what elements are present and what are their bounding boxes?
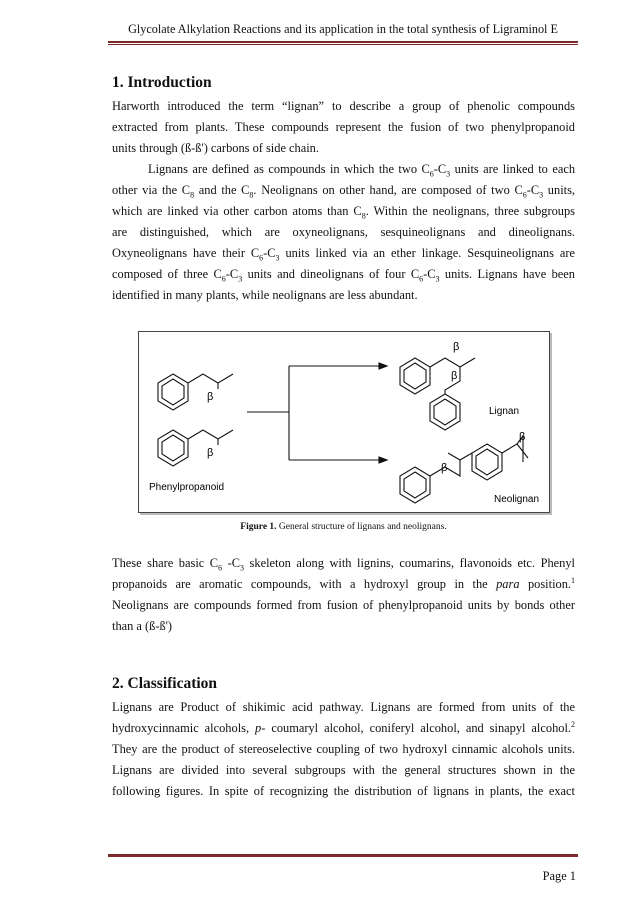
text-line: Oxyneolignans have their $C_6-C_3$ units linked via an ether linkage. Sesquineolignans are xyxy=(112,246,575,263)
text-line: Lignans are divided into several subgroups with the general structures shown in the xyxy=(112,763,575,777)
text-line: which are linked via other carbon atoms than $C_8$. Within the neolignans, three subgroups xyxy=(112,204,575,221)
benzene-ring-icon xyxy=(430,394,460,430)
text-line: hydroxycinnamic alcohols, p- coumaryl alcohol, coniferyl alcohol, and sinapyl alcohol.$^2$ xyxy=(112,719,575,735)
figure-1 xyxy=(138,331,550,513)
beta-label: β xyxy=(207,391,214,403)
beta-label: β xyxy=(451,370,458,382)
benzene-ring-icon xyxy=(158,430,188,466)
intro-paragraph-2 xyxy=(112,159,575,306)
intro-paragraph-3 xyxy=(112,553,575,637)
running-header: Glycolate Alkylation Reactions and its application in the total synthesis of Ligraminol E xyxy=(128,22,558,36)
benzene-ring-icon xyxy=(400,467,430,503)
text-line: Lignans are Product of shikimic acid pathway. Lignans are formed from units of the xyxy=(112,700,575,714)
text-line: composed of three $C_6-C_3$ units and dineolignans of four $C_6-C_3$ units. Lignans have been xyxy=(112,267,576,284)
benzene-ring-icon xyxy=(400,358,430,394)
text-line: They are the product of stereoselective coupling of two hydroxyl cinnamic alcohols units. xyxy=(112,742,575,756)
text-line: are distinguished, which are oxyneolignans, sesquineolignans and dineolignans. xyxy=(112,225,575,239)
text-line: other via the $C_8$ and the $C_8$. Neolignans on other hand, are composed of two $C_6-C_3$ units, xyxy=(112,183,575,200)
text-line: Neolignans are compounds formed from fusion of phenylpropanoid units by bonds other xyxy=(112,598,575,612)
neolignan-label: Neolignan xyxy=(494,494,540,505)
text-line: Harworth introduced the term “lignan” to describe a group of phenolic compounds xyxy=(112,99,575,113)
text-line: identified in many plants, while neolignans are less abundant. xyxy=(112,288,418,302)
intro-paragraph-1 xyxy=(112,96,575,159)
header-rule xyxy=(108,41,578,45)
page-number: Page 1 xyxy=(542,869,576,883)
benzene-ring-icon xyxy=(158,374,188,410)
beta-label: β xyxy=(519,431,526,443)
text-line: Lignans are defined as compounds in which the two $C_6-C_3$ units are linked to each xyxy=(148,162,576,179)
text-line: propanoids are aromatic compounds, with a hydroxyl group in the para position.$^1$ xyxy=(112,575,575,591)
text-line: These share basic $C_6$ $-C_3$ skeleton along with lignins, coumarins, flavonoids etc. Phenyl xyxy=(112,556,575,573)
text-line: extracted from plants. These compounds represent the fusion of two phenylpropanoid xyxy=(112,120,575,134)
beta-label: β xyxy=(207,447,214,459)
text-line: than a (ß-ß') xyxy=(112,619,173,633)
lignan-label: Lignan xyxy=(489,406,520,417)
beta-label: β xyxy=(453,341,460,353)
benzene-ring-icon xyxy=(472,444,502,480)
classification-paragraph xyxy=(112,697,575,802)
section-heading-introduction: 1. Introduction xyxy=(112,74,212,91)
phenylpropanoid-label: Phenylpropanoid xyxy=(149,482,225,493)
footer-rule xyxy=(108,853,578,857)
lignan-structure-diagram xyxy=(139,332,549,512)
text-line: units through (ß-ß') carbons of side chain. xyxy=(112,141,319,155)
figure-caption: Figure 1. General structure of lignans and neolignans. xyxy=(240,522,447,532)
section-heading-classification: 2. Classification xyxy=(112,675,218,692)
text-line: following figures. In spite of recognizing the distribution of lignans in plants, the exact xyxy=(112,784,575,798)
beta-label: β xyxy=(441,462,448,474)
